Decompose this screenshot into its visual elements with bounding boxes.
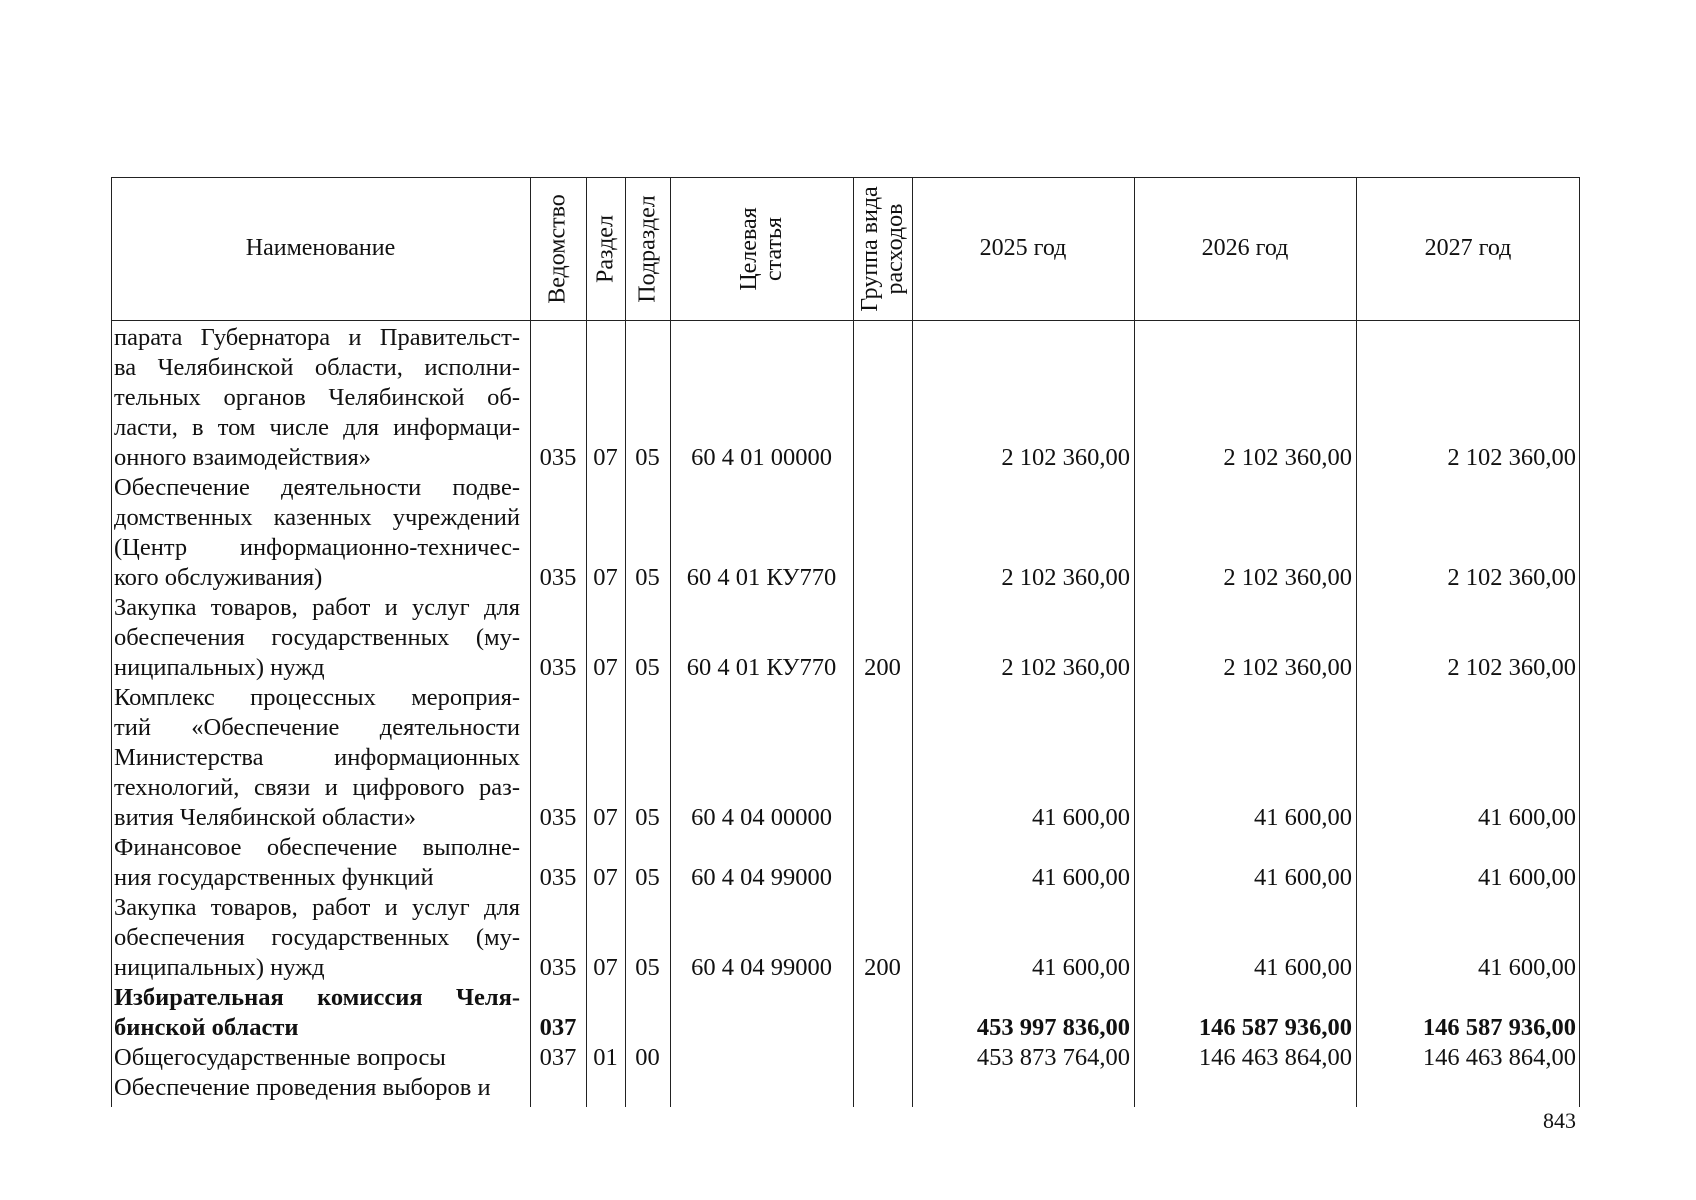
row-name-line: ния государственных функций (114, 864, 434, 891)
header-name: Наименование (245, 234, 396, 261)
cell-celevaya: 60 4 04 99000 (691, 954, 832, 981)
row-name (111, 323, 524, 473)
cell-y2026: 2 102 360,00 (1223, 654, 1352, 681)
cell-podrazdel: 05 (635, 804, 660, 831)
cell-podrazdel: 05 (635, 654, 660, 681)
cell-razdel: 01 (593, 1044, 618, 1071)
row-name-line: (Центр информационно-техничес- (114, 534, 520, 561)
row-name-line: Финансовое обеспечение выполне- (114, 834, 520, 861)
cell-y2025: 2 102 360,00 (1001, 564, 1130, 591)
header-gruppa-vida-rashodov: Группа вида расходов (856, 185, 908, 312)
cell-celevaya: 60 4 04 00000 (691, 804, 832, 831)
cell-gruppa: 200 (864, 954, 901, 981)
row-name-line: кого обслуживания) (114, 564, 323, 591)
row-name (111, 593, 524, 683)
cell-celevaya: 60 4 01 00000 (691, 444, 832, 471)
row-name (111, 683, 524, 833)
row-name-line: парата Губернатора и Правительст- (114, 324, 520, 351)
cell-y2025: 453 873 764,00 (976, 1044, 1130, 1071)
cell-ved: 035 (539, 654, 577, 681)
cell-podrazdel: 00 (635, 1044, 660, 1071)
row-name-line: вития Челябинской области» (114, 804, 417, 831)
row-name-line: Закупка товаров, работ и услуг для (114, 894, 520, 921)
row-name-line: домственных казенных учреждений (114, 504, 520, 531)
cell-y2025: 41 600,00 (1032, 804, 1130, 831)
row-name-line: тельных органов Челябинской об- (114, 384, 520, 411)
cell-podrazdel: 05 (635, 444, 660, 471)
row-name (111, 833, 524, 893)
cell-y2026: 41 600,00 (1254, 864, 1352, 891)
cell-y2026: 2 102 360,00 (1223, 444, 1352, 471)
cell-y2027: 146 463 864,00 (1422, 1044, 1576, 1071)
cell-podrazdel: 05 (635, 564, 660, 591)
cell-y2026: 146 463 864,00 (1198, 1044, 1352, 1071)
row-name-line: ниципальных) нужд (114, 954, 325, 981)
cell-y2027: 2 102 360,00 (1447, 654, 1576, 681)
row-name-line: обеспечения государственных (му- (114, 624, 520, 651)
row-name (111, 473, 524, 593)
cell-celevaya: 60 4 04 99000 (691, 864, 832, 891)
cell-razdel: 07 (593, 804, 618, 831)
cell-ved: 037 (539, 1044, 577, 1071)
cell-gruppa: 200 (864, 654, 901, 681)
cell-ved: 035 (539, 444, 577, 471)
header-celevaya-statya: Целевая статья (735, 206, 787, 291)
page-number: 843 (1543, 1108, 1576, 1133)
header-2025: 2025 год (979, 234, 1067, 261)
cell-y2027: 146 587 936,00 (1422, 1014, 1576, 1041)
row-name-line: тий «Обеспечение деятельности (114, 714, 520, 741)
cell-y2026: 41 600,00 (1254, 804, 1352, 831)
header-divider (111, 320, 1580, 321)
cell-celevaya: 60 4 01 КУ770 (686, 654, 837, 681)
cell-podrazdel: 05 (635, 954, 660, 981)
row-name (111, 983, 524, 1043)
row-name-line: Избирательная комиссия Челя- (114, 984, 520, 1011)
cell-y2026: 2 102 360,00 (1223, 564, 1352, 591)
cell-ved: 035 (539, 954, 577, 981)
cell-ved: 035 (539, 864, 577, 891)
cell-razdel: 07 (593, 564, 618, 591)
cell-razdel: 07 (593, 954, 618, 981)
row-name-line: Закупка товаров, работ и услуг для (114, 594, 520, 621)
cell-podrazdel: 05 (635, 864, 660, 891)
cell-y2027: 2 102 360,00 (1447, 444, 1576, 471)
row-name-line: Министерства информационных (114, 744, 520, 771)
cell-y2025: 453 997 836,00 (976, 1014, 1130, 1041)
cell-y2027: 2 102 360,00 (1447, 564, 1576, 591)
cell-y2025: 2 102 360,00 (1001, 444, 1130, 471)
cell-razdel: 07 (593, 654, 618, 681)
row-name-line: ниципальных) нужд (114, 654, 325, 681)
row-name-line: онного взаимодействия» (114, 444, 372, 471)
cell-y2027: 41 600,00 (1478, 864, 1576, 891)
cell-y2026: 146 587 936,00 (1198, 1014, 1352, 1041)
row-name-line: Обеспечение проведения выборов и (114, 1074, 491, 1101)
cell-ved: 035 (539, 564, 577, 591)
cell-razdel: 07 (593, 444, 618, 471)
header-2027: 2027 год (1424, 234, 1512, 261)
row-name-line: Комплекс процессных мероприя- (114, 684, 520, 711)
cell-ved: 035 (539, 804, 577, 831)
row-name (111, 893, 524, 983)
cell-y2027: 41 600,00 (1478, 804, 1576, 831)
cell-y2027: 41 600,00 (1478, 954, 1576, 981)
row-name-line: обеспечения государственных (му- (114, 924, 520, 951)
cell-ved: 037 (539, 1014, 577, 1041)
header-2026: 2026 год (1201, 234, 1289, 261)
cell-y2025: 41 600,00 (1032, 954, 1130, 981)
row-name-line: технологий, связи и цифрового раз- (114, 774, 520, 801)
header-podrazdel: Подраздел (633, 194, 660, 303)
row-name-line: Общегосударственные вопросы (114, 1044, 446, 1071)
cell-razdel: 07 (593, 864, 618, 891)
cell-y2025: 41 600,00 (1032, 864, 1130, 891)
row-name-line: бинской области (114, 1014, 299, 1041)
row-name-line: Обеспечение деятельности подве- (114, 474, 520, 501)
header-razdel: Раздел (591, 214, 618, 283)
row-name-line: ласти, в том числе для информаци- (114, 414, 520, 441)
row-name-line: ва Челябинской области, исполни- (114, 354, 520, 381)
row-name (111, 1043, 524, 1073)
cell-y2026: 41 600,00 (1254, 954, 1352, 981)
row-name (111, 1073, 524, 1103)
cell-y2025: 2 102 360,00 (1001, 654, 1130, 681)
header-vedomstvo: Ведомство (544, 193, 571, 304)
cell-celevaya: 60 4 01 КУ770 (686, 564, 837, 591)
